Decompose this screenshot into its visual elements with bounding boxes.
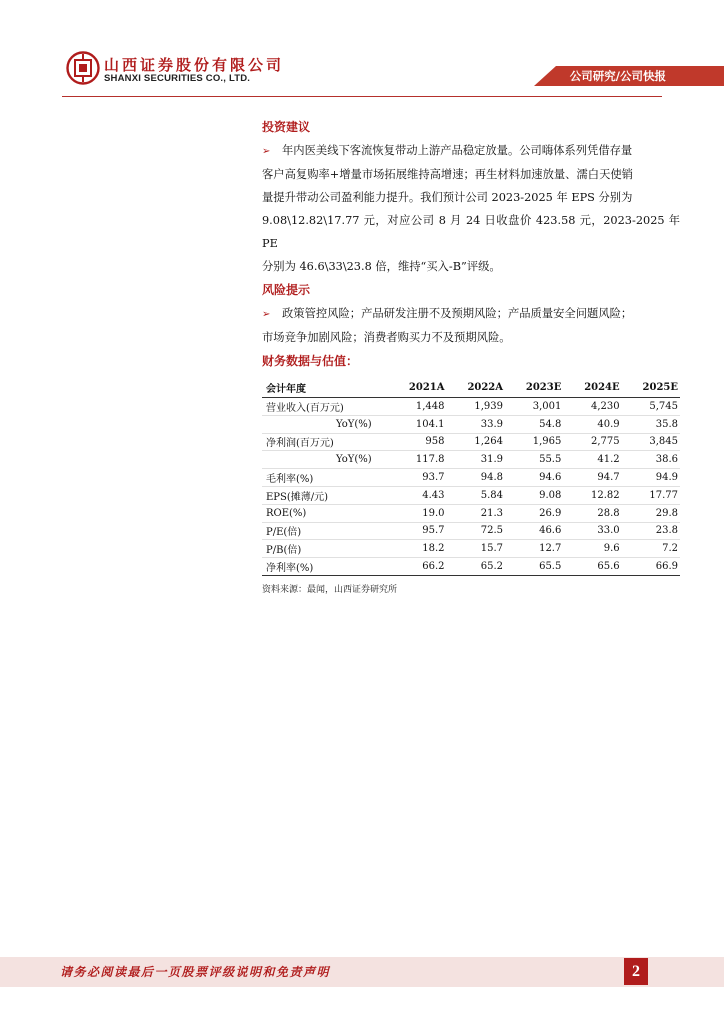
- table-cell: 4,230: [563, 398, 621, 416]
- paragraph-line: 客户高复购率+增量市场拓展维持高增速；再生材料加速放量、濡白天使销: [262, 168, 633, 181]
- table-cell: 93.7: [388, 469, 447, 487]
- table-cell: 7.2: [622, 540, 680, 558]
- page-header: [0, 0, 724, 100]
- risk-title: 风险提示: [262, 283, 311, 297]
- row-label: ROE(%): [262, 504, 388, 522]
- page-number: 2: [624, 958, 648, 985]
- table-cell: 23.8: [622, 522, 680, 540]
- table-row: [262, 469, 680, 487]
- table-cell: 38.6: [622, 451, 680, 469]
- table-cell: 66.2: [388, 558, 447, 576]
- header-divider: [62, 96, 662, 97]
- table-row: [262, 415, 680, 433]
- table-cell: 65.2: [447, 558, 506, 576]
- column-header: 2023E: [505, 378, 563, 398]
- row-label: EPS(摊薄/元): [262, 486, 388, 504]
- table-cell: 94.6: [505, 469, 563, 487]
- table-cell: 95.7: [388, 522, 447, 540]
- table-cell: 17.77: [622, 486, 680, 504]
- data-source-note: 资料来源：最闻，山西证券研究所: [262, 584, 398, 595]
- table-cell: 18.2: [388, 540, 447, 558]
- paragraph-line: ➢ 年内医美线下客流恢复带动上游产品稳定放量。公司嗨体系列凭借存量: [262, 139, 680, 163]
- table-cell: 35.8: [622, 415, 680, 433]
- table-cell: 65.6: [563, 558, 621, 576]
- company-name-cn: 山西证券股份有限公司: [104, 56, 285, 74]
- table-cell: 958: [388, 433, 447, 451]
- table-cell: 66.9: [622, 558, 680, 576]
- report-category: 公司研究/公司快报: [569, 69, 666, 83]
- row-label: 净利润(百万元): [262, 433, 388, 451]
- table-cell: 46.6: [505, 522, 563, 540]
- table-cell: 4.43: [388, 486, 447, 504]
- table-cell: 5.84: [447, 486, 506, 504]
- table-row: [262, 504, 680, 522]
- financial-table: [262, 378, 680, 576]
- arrow-bullet-icon: ➢: [262, 309, 271, 320]
- disclaimer-notice: 请务必阅读最后一页股票评级说明和免责声明: [60, 965, 331, 979]
- table-cell: 40.9: [563, 415, 621, 433]
- company-name-en: SHANXI SECURITIES CO., LTD.: [104, 73, 251, 84]
- table-cell: 21.3: [447, 504, 506, 522]
- table-cell: 12.82: [563, 486, 621, 504]
- investment-advice-title: 投资建议: [262, 120, 311, 134]
- arrow-bullet-icon: ➢: [262, 146, 271, 157]
- column-header: 2022A: [447, 378, 506, 398]
- column-header: 2021A: [388, 378, 447, 398]
- table-cell: 94.8: [447, 469, 506, 487]
- paragraph-line: 量提升带动公司盈利能力提升。我们预计公司 2023-2025 年 EPS 分别为: [262, 191, 633, 204]
- table-cell: 15.7: [447, 540, 506, 558]
- table-header-row: [262, 378, 680, 398]
- table-cell: 94.7: [563, 469, 621, 487]
- table-cell: 3,845: [622, 433, 680, 451]
- column-header: 2024E: [563, 378, 621, 398]
- table-cell: 1,448: [388, 398, 447, 416]
- table-cell: 12.7: [505, 540, 563, 558]
- table-cell: 3,001: [505, 398, 563, 416]
- row-label: YoY(%): [262, 451, 388, 469]
- row-label: 毛利率(%): [262, 469, 388, 487]
- table-cell: 1,965: [505, 433, 563, 451]
- row-label: 营业收入(百万元): [262, 398, 388, 416]
- table-cell: 28.8: [563, 504, 621, 522]
- table-row: [262, 433, 680, 451]
- table-row: [262, 486, 680, 504]
- row-label: P/B(倍): [262, 540, 388, 558]
- table-cell: 9.6: [563, 540, 621, 558]
- table-cell: 41.2: [563, 451, 621, 469]
- table-cell: 117.8: [388, 451, 447, 469]
- table-cell: 5,745: [622, 398, 680, 416]
- table-row: [262, 398, 680, 416]
- table-cell: 94.9: [622, 469, 680, 487]
- page-footer: [0, 945, 724, 1000]
- table-cell: 33.0: [563, 522, 621, 540]
- risk-body: [262, 302, 680, 349]
- paragraph-line: 市场竞争加剧风险；消费者购买力不及预期风险。: [262, 331, 511, 344]
- paragraph-line: 分别为 46.6\33\23.8 倍，维持“买入-B”评级。: [262, 260, 501, 273]
- table-row: [262, 558, 680, 576]
- paragraph-line: ➢ 政策管控风险；产品研发注册不及预期风险；产品质量安全问题风险；: [262, 302, 680, 326]
- table-cell: 26.9: [505, 504, 563, 522]
- table-cell: 31.9: [447, 451, 506, 469]
- investment-advice-body: [262, 139, 680, 278]
- row-label: YoY(%): [262, 415, 388, 433]
- table-cell: 54.8: [505, 415, 563, 433]
- financial-data-title: 财务数据与估值：: [262, 354, 359, 368]
- column-header: 会计年度: [262, 378, 388, 398]
- row-label: 净利率(%): [262, 558, 388, 576]
- table-cell: 55.5: [505, 451, 563, 469]
- table-cell: 1,939: [447, 398, 506, 416]
- table-cell: 29.8: [622, 504, 680, 522]
- table-cell: 104.1: [388, 415, 447, 433]
- table-cell: 65.5: [505, 558, 563, 576]
- category-band: [0, 66, 724, 86]
- table-cell: 9.08: [505, 486, 563, 504]
- table-row: [262, 540, 680, 558]
- table-cell: 72.5: [447, 522, 506, 540]
- table-cell: 1,264: [447, 433, 506, 451]
- table-row: [262, 522, 680, 540]
- table-cell: 19.0: [388, 504, 447, 522]
- column-header: 2025E: [622, 378, 680, 398]
- row-label: P/E(倍): [262, 522, 388, 540]
- table-cell: 2,775: [563, 433, 621, 451]
- financial-table-body: [262, 398, 680, 576]
- table-cell: 33.9: [447, 415, 506, 433]
- paragraph-line: 9.08\12.82\17.77 元，对应公司 8 月 24 日收盘价 423.58 元，2023-2025 年 PE: [262, 214, 680, 250]
- table-row: [262, 451, 680, 469]
- report-content: [262, 118, 680, 595]
